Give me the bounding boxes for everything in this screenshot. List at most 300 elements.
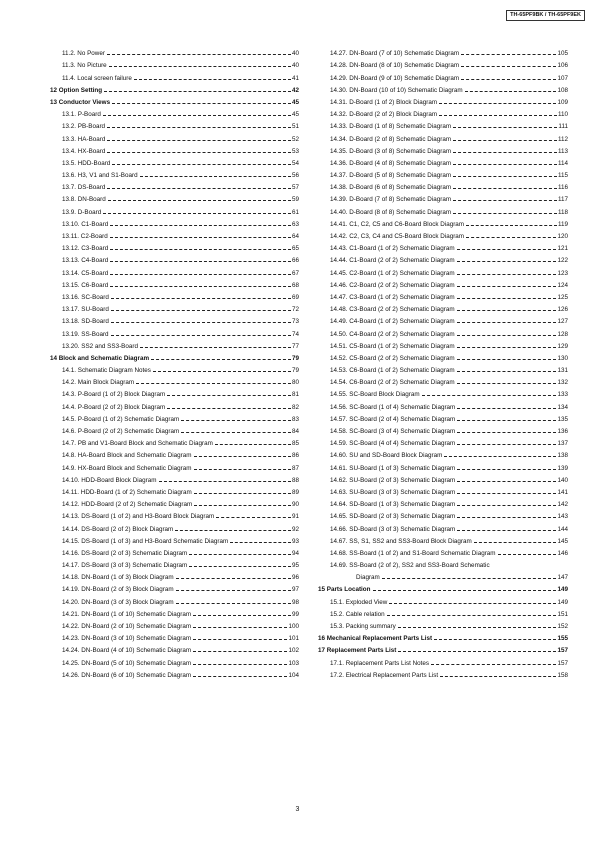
toc-entry[interactable] bbox=[318, 667, 568, 679]
dot-leader bbox=[457, 420, 556, 421]
toc-entry-label: 14.1. Schematic Diagram Notes bbox=[62, 367, 151, 375]
dot-leader bbox=[461, 79, 556, 80]
toc-entry-label: 14.33. D-Board (1 of 8) Schematic Diagram bbox=[330, 123, 452, 131]
dot-leader bbox=[439, 115, 557, 116]
toc-entry-label: 14.22. DN-Board (2 of 10) Schematic Diagram bbox=[62, 623, 192, 630]
dot-leader bbox=[457, 261, 557, 262]
toc-entry-page: 86 bbox=[291, 452, 299, 460]
toc-entry-page: 97 bbox=[291, 586, 299, 594]
dot-leader bbox=[112, 164, 291, 165]
toc-entry-page: 73 bbox=[291, 318, 299, 326]
dot-leader bbox=[461, 66, 556, 67]
dot-leader bbox=[216, 517, 291, 518]
dot-leader bbox=[457, 505, 556, 506]
dot-leader bbox=[104, 91, 291, 92]
dot-leader bbox=[453, 140, 557, 141]
toc-entry-label: 14.59. SC-Board (4 of 4) Schematic Diagram bbox=[330, 440, 456, 448]
toc-entry[interactable] bbox=[318, 654, 568, 666]
dot-leader bbox=[498, 554, 557, 555]
toc-section-entry[interactable] bbox=[50, 82, 299, 94]
toc-entry-label: 14.67. SS, S1, SS2 and SS3-Board Block Diagram bbox=[330, 537, 472, 545]
toc-entry[interactable] bbox=[318, 264, 568, 276]
dot-leader bbox=[439, 103, 556, 104]
toc-entry[interactable] bbox=[318, 143, 568, 155]
toc-entry[interactable] bbox=[318, 606, 568, 618]
toc-entry-label: 13.3. HA-Board bbox=[62, 135, 106, 143]
toc-entry[interactable] bbox=[318, 94, 568, 106]
toc-entry-label: 14.36. D-Board (4 of 8) Schematic Diagram bbox=[330, 159, 452, 167]
dot-leader bbox=[457, 383, 557, 384]
dot-leader bbox=[457, 298, 557, 299]
dot-leader bbox=[387, 615, 557, 616]
toc-entry[interactable] bbox=[318, 203, 568, 215]
toc-entry-page: 141 bbox=[557, 488, 568, 496]
dot-leader bbox=[453, 127, 557, 128]
toc-entry[interactable] bbox=[50, 667, 299, 679]
toc-entry[interactable] bbox=[50, 569, 299, 581]
toc-entry[interactable] bbox=[50, 459, 299, 471]
toc-entry-page: 91 bbox=[291, 513, 299, 521]
dot-leader bbox=[103, 213, 291, 214]
toc-entry-label: 12 Option Setting bbox=[50, 86, 103, 94]
toc-entry[interactable] bbox=[318, 411, 568, 423]
toc-entry-label: 13.10. C1-Board bbox=[62, 220, 109, 228]
dot-leader bbox=[194, 505, 291, 506]
dot-leader bbox=[110, 249, 291, 250]
toc-entry-label: 14.20. DN-Board (3 of 3) Block Diagram bbox=[62, 598, 174, 606]
dot-leader bbox=[159, 481, 291, 482]
toc-entry-label: 14.60. SU and SD-Board Block Diagram bbox=[330, 452, 443, 460]
toc-entry[interactable] bbox=[50, 179, 299, 191]
dot-leader bbox=[457, 335, 557, 336]
toc-entry[interactable] bbox=[50, 642, 299, 654]
dot-leader bbox=[193, 615, 291, 616]
toc-entry-page: 133 bbox=[557, 391, 568, 399]
toc-entry[interactable] bbox=[50, 545, 299, 557]
toc-entry[interactable] bbox=[50, 581, 299, 593]
toc-entry-page: 89 bbox=[291, 488, 299, 496]
toc-entry-page: 83 bbox=[291, 415, 299, 423]
toc-entry[interactable] bbox=[318, 69, 568, 81]
toc-section-entry[interactable] bbox=[318, 581, 568, 593]
toc-entry[interactable] bbox=[318, 472, 568, 484]
toc-entry[interactable] bbox=[50, 374, 299, 386]
toc-entry[interactable] bbox=[50, 167, 299, 179]
toc-entry[interactable] bbox=[50, 301, 299, 313]
toc-entry[interactable] bbox=[318, 533, 568, 545]
model-number-header: TH-65PF9BK / TH-65PF9EK bbox=[506, 10, 585, 21]
dot-leader bbox=[110, 261, 291, 262]
toc-entry[interactable] bbox=[318, 130, 568, 142]
toc-entry[interactable] bbox=[318, 338, 568, 350]
toc-entry-label: 13.13. C4-Board bbox=[62, 257, 109, 265]
toc-entry[interactable] bbox=[50, 508, 299, 520]
dot-leader bbox=[107, 188, 291, 189]
dot-leader bbox=[167, 408, 291, 409]
dot-leader bbox=[107, 54, 291, 55]
toc-entry[interactable] bbox=[318, 45, 568, 57]
dot-leader bbox=[176, 590, 291, 591]
toc-entry-page: 74 bbox=[291, 330, 299, 338]
dot-leader bbox=[189, 554, 291, 555]
dot-leader bbox=[453, 213, 557, 214]
toc-entry-page: 100 bbox=[288, 623, 299, 630]
dot-leader bbox=[215, 444, 291, 445]
dot-leader bbox=[189, 566, 291, 567]
toc-entry[interactable] bbox=[318, 386, 568, 398]
toc-entry-page: 129 bbox=[557, 342, 568, 350]
toc-entry-label: 13.11. C2-Board bbox=[62, 233, 108, 240]
toc-entry-page: 125 bbox=[557, 293, 568, 301]
dot-leader bbox=[457, 481, 556, 482]
toc-entry[interactable] bbox=[50, 630, 299, 642]
toc-entry[interactable] bbox=[318, 569, 568, 581]
toc-entry-label: 14.49. C4-Board (1 of 2) Schematic Diagram bbox=[330, 318, 455, 326]
toc-entry[interactable] bbox=[50, 118, 299, 130]
toc-entry[interactable] bbox=[318, 313, 568, 325]
toc-entry-label: 15.3. Packing summary bbox=[330, 623, 396, 630]
dot-leader bbox=[444, 456, 556, 457]
toc-entry[interactable] bbox=[318, 618, 568, 630]
toc-entry-page: 126 bbox=[557, 306, 568, 314]
toc-entry-page: 151 bbox=[557, 610, 568, 618]
dot-leader bbox=[457, 274, 557, 275]
dot-leader bbox=[453, 152, 557, 153]
toc-entry[interactable] bbox=[50, 472, 299, 484]
toc-entry[interactable] bbox=[318, 82, 568, 94]
toc-left-column bbox=[50, 45, 299, 679]
toc-entry-label: 14.61. SU-Board (1 of 3) Schematic Diagram bbox=[330, 464, 456, 472]
dot-leader bbox=[193, 676, 287, 677]
toc-entry-page: 111 bbox=[558, 123, 568, 131]
toc-entry-page: 63 bbox=[291, 220, 299, 228]
toc-entry-label: 14.63. SU-Board (3 of 3) Schematic Diagram bbox=[330, 488, 456, 496]
toc-entry[interactable] bbox=[50, 57, 299, 69]
toc-entry-label: 14.6. P-Board (2 of 2) Schematic Diagram bbox=[62, 428, 180, 435]
toc-entry[interactable] bbox=[50, 435, 299, 447]
toc-entry-label: 16 Mechanical Replacement Parts List bbox=[318, 635, 433, 643]
toc-entry[interactable] bbox=[318, 350, 568, 362]
toc-entry[interactable] bbox=[50, 325, 299, 337]
toc-entry-page: 157 bbox=[557, 659, 568, 667]
toc-entry-page: 114 bbox=[557, 159, 568, 167]
toc-entry[interactable] bbox=[50, 45, 299, 57]
toc-entry-page: 146 bbox=[557, 549, 568, 557]
toc-entry[interactable] bbox=[318, 459, 568, 471]
toc-entry-label: 14.30. DN-Board (10 of 10) Schematic Diagram bbox=[330, 86, 463, 94]
dot-leader bbox=[176, 578, 291, 579]
toc-entry-page: 109 bbox=[557, 98, 568, 106]
toc-entry-label: 14.27. DN-Board (7 of 10) Schematic Diagram bbox=[330, 50, 460, 58]
dot-leader bbox=[398, 627, 557, 628]
toc-entry[interactable] bbox=[318, 277, 568, 289]
toc-entry-label: 13.8. DN-Board bbox=[62, 196, 106, 204]
toc-entry[interactable] bbox=[318, 228, 568, 240]
toc-entry-label: 14.26. DN-Board (6 of 10) Schematic Diagram bbox=[62, 671, 192, 679]
toc-entry-label: 14.5. P-Board (1 of 2) Schematic Diagram bbox=[62, 415, 180, 423]
toc-entry[interactable] bbox=[318, 496, 568, 508]
toc-entry[interactable] bbox=[318, 106, 568, 118]
dot-leader bbox=[431, 664, 556, 665]
dot-leader bbox=[457, 322, 557, 323]
toc-entry[interactable] bbox=[50, 228, 299, 240]
toc-entry-page: 157 bbox=[557, 647, 568, 655]
toc-entry-page: 131 bbox=[557, 367, 568, 375]
toc-entry[interactable] bbox=[50, 654, 299, 666]
toc-entry-page: 149 bbox=[557, 586, 568, 594]
toc-entry[interactable] bbox=[318, 155, 568, 167]
toc-entry-page: 139 bbox=[557, 464, 568, 472]
toc-entry-label: 13.16. SC-Board bbox=[62, 293, 109, 301]
toc-entry[interactable] bbox=[50, 411, 299, 423]
toc-entry[interactable] bbox=[318, 447, 568, 459]
toc-entry[interactable] bbox=[50, 106, 299, 118]
toc-entry[interactable] bbox=[50, 289, 299, 301]
toc-entry-label: 14.9. HX-Board Block and Schematic Diagram bbox=[62, 464, 192, 472]
toc-entry[interactable] bbox=[50, 520, 299, 532]
dot-leader bbox=[181, 432, 291, 433]
dot-leader bbox=[103, 115, 291, 116]
toc-entry-label: 14.3. P-Board (1 of 2) Block Diagram bbox=[62, 391, 166, 399]
toc-entry-label: 14.28. DN-Board (8 of 10) Schematic Diagram bbox=[330, 62, 460, 70]
toc-entry-page: 121 bbox=[557, 245, 568, 253]
toc-entry-label: 15 Parts Location bbox=[318, 586, 371, 594]
toc-entry-label: 14.29. DN-Board (9 of 10) Schematic Diagram bbox=[330, 74, 460, 82]
dot-leader bbox=[465, 91, 557, 92]
toc-entry-page: 88 bbox=[291, 476, 299, 484]
dot-leader bbox=[153, 371, 291, 372]
toc-entry-label: 11.2. No Power bbox=[62, 50, 105, 58]
toc-entry-label: 13.1. P-Board bbox=[62, 111, 101, 119]
toc-entry-label: 15.2. Cable relation bbox=[330, 610, 385, 618]
toc-entry[interactable] bbox=[318, 508, 568, 520]
toc-entry-page: 134 bbox=[557, 403, 568, 411]
toc-entry-page: 132 bbox=[557, 379, 568, 387]
toc-entry[interactable] bbox=[50, 69, 299, 81]
toc-entry-page: 92 bbox=[291, 525, 299, 533]
dot-leader bbox=[108, 200, 291, 201]
dot-leader bbox=[457, 371, 557, 372]
toc-entry-label: 14.4. P-Board (2 of 2) Block Diagram bbox=[62, 403, 166, 411]
toc-entry[interactable] bbox=[50, 362, 299, 374]
dot-leader bbox=[474, 542, 557, 543]
toc-entry[interactable] bbox=[50, 593, 299, 605]
dot-leader bbox=[398, 651, 556, 652]
dot-leader bbox=[167, 395, 291, 396]
toc-entry-page: 56 bbox=[291, 172, 299, 180]
toc-entry-label: 14.64. SD-Board (1 of 3) Schematic Diagram bbox=[330, 501, 456, 509]
toc-entry-page: 120 bbox=[557, 233, 568, 240]
toc-entry-page: 69 bbox=[291, 293, 299, 301]
dot-leader bbox=[373, 590, 557, 591]
toc-section-entry[interactable] bbox=[50, 350, 299, 362]
toc-entry[interactable] bbox=[50, 496, 299, 508]
toc-entry-label: 14.58. SC-Board (3 of 4) Schematic Diagram bbox=[330, 428, 456, 435]
toc-entry-label: 14.24. DN-Board (4 of 10) Schematic Diagram bbox=[62, 647, 192, 655]
toc-entry[interactable] bbox=[318, 57, 568, 69]
toc-entry-page: 137 bbox=[557, 440, 568, 448]
toc-entry[interactable] bbox=[50, 252, 299, 264]
toc-entry[interactable] bbox=[50, 264, 299, 276]
toc-entry[interactable] bbox=[50, 618, 299, 630]
toc-entry-page: 152 bbox=[557, 623, 568, 630]
toc-entry-page: 81 bbox=[291, 391, 299, 399]
dot-leader bbox=[457, 359, 557, 360]
dot-leader bbox=[457, 432, 556, 433]
toc-entry[interactable] bbox=[50, 606, 299, 618]
toc-entry-label: 14.21. DN-Board (1 of 10) Schematic Diagram bbox=[62, 610, 192, 618]
toc-entry-page: 118 bbox=[557, 208, 568, 216]
toc-entry[interactable] bbox=[50, 130, 299, 142]
toc-entry[interactable] bbox=[318, 374, 568, 386]
toc-entry[interactable] bbox=[50, 203, 299, 215]
toc-entry[interactable] bbox=[50, 338, 299, 350]
toc-entry[interactable] bbox=[318, 167, 568, 179]
toc-entry-label: 13.19. SS-Board bbox=[62, 330, 109, 338]
toc-entry-page: 65 bbox=[291, 245, 299, 253]
toc-entry[interactable] bbox=[50, 557, 299, 569]
dot-leader bbox=[193, 651, 287, 652]
toc-entry[interactable] bbox=[50, 447, 299, 459]
dot-leader bbox=[457, 249, 557, 250]
toc-entry-page: 113 bbox=[557, 147, 568, 155]
toc-entry-page: 53 bbox=[291, 147, 299, 155]
toc-entry-label: 14.56. SC-Board (1 of 4) Schematic Diagram bbox=[330, 403, 456, 411]
toc-entry[interactable] bbox=[318, 289, 568, 301]
toc-entry-label: 14.38. D-Board (6 of 8) Schematic Diagram bbox=[330, 184, 452, 192]
dot-leader bbox=[466, 237, 556, 238]
toc-entry[interactable] bbox=[50, 155, 299, 167]
dot-leader bbox=[176, 603, 291, 604]
toc-entry[interactable] bbox=[318, 423, 568, 435]
toc-right-column bbox=[318, 45, 568, 679]
toc-entry[interactable] bbox=[318, 325, 568, 337]
toc-entry-label: 13.15. C6-Board bbox=[62, 281, 109, 289]
dot-leader bbox=[453, 188, 557, 189]
toc-entry-page: 99 bbox=[291, 610, 299, 618]
toc-entry-label: 15.1. Exploded View bbox=[330, 598, 388, 606]
toc-entry-page: 110 bbox=[557, 111, 568, 119]
toc-entry[interactable] bbox=[318, 593, 568, 605]
dot-leader bbox=[457, 286, 557, 287]
toc-entry[interactable] bbox=[318, 118, 568, 130]
page-number: 3 bbox=[295, 806, 300, 813]
toc-entry[interactable] bbox=[318, 301, 568, 313]
toc-entry[interactable] bbox=[318, 435, 568, 447]
toc-entry-label: 14.40. D-Board (8 of 8) Schematic Diagram bbox=[330, 208, 452, 216]
toc-entry-label: 14.34. D-Board (2 of 8) Schematic Diagram bbox=[330, 135, 452, 143]
toc-entry[interactable] bbox=[50, 398, 299, 410]
toc-entry[interactable] bbox=[50, 386, 299, 398]
toc-entry[interactable] bbox=[50, 216, 299, 228]
toc-entry[interactable] bbox=[50, 277, 299, 289]
toc-entry-page: 59 bbox=[291, 196, 299, 204]
toc-entry-label: 13.14. C5-Board bbox=[62, 269, 109, 277]
dot-leader bbox=[109, 66, 291, 67]
toc-entry[interactable] bbox=[318, 557, 568, 569]
dot-leader bbox=[457, 469, 556, 470]
toc-entry-page: 93 bbox=[291, 537, 299, 545]
dot-leader bbox=[111, 322, 291, 323]
dot-leader bbox=[440, 676, 556, 677]
toc-entry-page: 45 bbox=[291, 111, 299, 119]
toc-entry-page: 104 bbox=[288, 671, 299, 679]
toc-entry-page: 143 bbox=[557, 513, 568, 521]
toc-section-entry[interactable] bbox=[50, 94, 299, 106]
toc-entry[interactable] bbox=[318, 398, 568, 410]
toc-entry-page: 67 bbox=[291, 269, 299, 277]
toc-entry[interactable] bbox=[318, 484, 568, 496]
toc-entry[interactable] bbox=[318, 545, 568, 557]
toc-entry-page: 84 bbox=[291, 428, 299, 435]
toc-entry-label: 13.4. HX-Board bbox=[62, 147, 106, 155]
toc-entry-label: 14.53. C6-Board (1 of 2) Schematic Diagram bbox=[330, 367, 455, 375]
toc-entry-page: 42 bbox=[291, 86, 299, 94]
toc-entry[interactable] bbox=[318, 520, 568, 532]
toc-entry[interactable] bbox=[318, 216, 568, 228]
toc-entry-label: 14.50. C4-Board (2 of 2) Schematic Diagram bbox=[330, 330, 455, 338]
dot-leader bbox=[110, 286, 291, 287]
dot-leader bbox=[107, 127, 291, 128]
toc-entry-page: 149 bbox=[557, 598, 568, 606]
toc-entry-page: 128 bbox=[557, 330, 568, 338]
toc-entry[interactable] bbox=[50, 423, 299, 435]
toc-entry-page: 140 bbox=[557, 476, 568, 484]
toc-entry-label: 14.48. C3-Board (2 of 2) Schematic Diagram bbox=[330, 306, 455, 314]
dot-leader bbox=[110, 237, 291, 238]
toc-entry[interactable] bbox=[50, 143, 299, 155]
dot-leader bbox=[112, 103, 291, 104]
toc-entry-page: 95 bbox=[291, 562, 299, 570]
toc-entry-label: 13 Conductor Views bbox=[50, 98, 111, 106]
toc-entry[interactable] bbox=[318, 362, 568, 374]
toc-entry-page: 123 bbox=[557, 269, 568, 277]
dot-leader bbox=[382, 578, 557, 579]
toc-entry[interactable] bbox=[318, 179, 568, 191]
toc-entry-page: 119 bbox=[557, 220, 568, 228]
toc-entry[interactable] bbox=[318, 240, 568, 252]
toc-section-entry[interactable] bbox=[318, 642, 568, 654]
toc-entry-page: 51 bbox=[291, 123, 299, 131]
toc-entry[interactable] bbox=[50, 533, 299, 545]
toc-entry-label: 17.2. Electrical Replacement Parts List bbox=[330, 671, 439, 679]
dot-leader bbox=[389, 603, 556, 604]
toc-entry-page: 57 bbox=[291, 184, 299, 192]
dot-leader bbox=[193, 664, 287, 665]
toc-entry[interactable] bbox=[50, 240, 299, 252]
dot-leader bbox=[134, 79, 291, 80]
dot-leader bbox=[457, 493, 556, 494]
dot-leader bbox=[175, 530, 291, 531]
toc-entry-label: 14.39. D-Board (7 of 8) Schematic Diagram bbox=[330, 196, 452, 204]
toc-section-entry[interactable] bbox=[318, 630, 568, 642]
toc-entry[interactable] bbox=[50, 313, 299, 325]
toc-entry-label: 14.43. C1-Board (1 of 2) Schematic Diagram bbox=[330, 245, 455, 253]
toc-entry[interactable] bbox=[50, 191, 299, 203]
toc-entry-page: 41 bbox=[291, 74, 299, 82]
toc-entry[interactable] bbox=[318, 252, 568, 264]
toc-entry[interactable] bbox=[50, 484, 299, 496]
dot-leader bbox=[461, 54, 556, 55]
toc-entry-label: 14.35. D-Board (3 of 8) Schematic Diagram bbox=[330, 147, 452, 155]
toc-entry-label: 11.3. No Picture bbox=[62, 62, 107, 70]
toc-entry-page: 40 bbox=[291, 62, 299, 70]
toc-entry-label: 14.62. SU-Board (2 of 3) Schematic Diagram bbox=[330, 476, 456, 484]
toc-entry-label: 14.2. Main Block Diagram bbox=[62, 379, 135, 387]
toc-entry-page: 107 bbox=[557, 74, 568, 82]
toc-entry-label: 14.10. HDD-Board Block Diagram bbox=[62, 476, 157, 484]
toc-entry[interactable] bbox=[318, 191, 568, 203]
